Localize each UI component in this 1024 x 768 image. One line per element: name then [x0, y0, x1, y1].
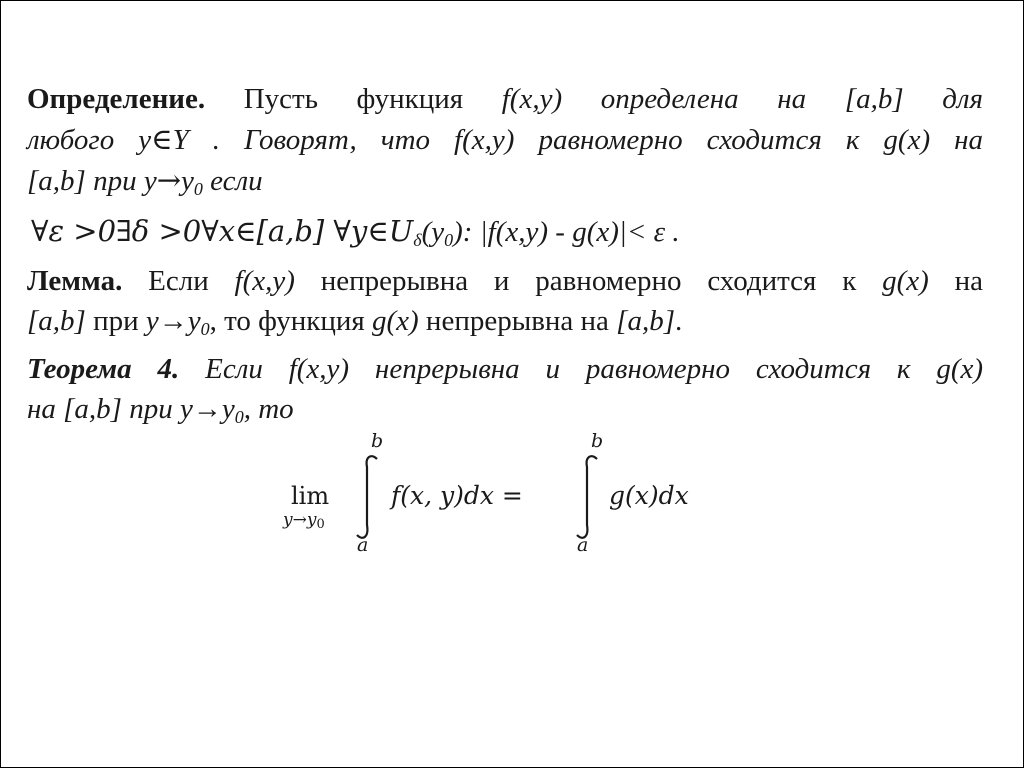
- lemma-paragraph: [27, 261, 983, 341]
- lemma-line-2: [a,b] при $y\to y_0$, то функция g(x) непрерывна на [a,b].: [27, 305, 683, 339]
- definition-line-1: [27, 79, 983, 119]
- limit-integral-formula: [279, 425, 739, 561]
- integrand-2: g(x)dx: [609, 481, 689, 510]
- theorem-line-2: на [a,b] при $y\to y_0$, то: [27, 393, 294, 427]
- definition-text-1a: Пусть функция: [243, 83, 464, 115]
- definition-text-1b: f(x,y) определена на [a,b] для: [501, 83, 984, 115]
- lim-subscript: y→y0: [283, 510, 325, 532]
- arrow-symbol: →: [156, 163, 182, 197]
- lemma-line-1: Лемма. Если f(x,y) непрерывна и равномерно сходится к g(x) на: [27, 265, 983, 297]
- integral-2-lower: a: [577, 534, 589, 556]
- integral-1-lower: a: [357, 534, 369, 556]
- integral-sign-2: [577, 456, 597, 538]
- definition-text-2a: любого: [27, 124, 115, 156]
- definition-paragraph: [27, 79, 983, 201]
- definition-text-2b: y∈Y . Говорят, что f(x,y) равномерно сходится к g(x) на: [138, 122, 984, 156]
- definition-line-2: [27, 119, 983, 160]
- integral-2-upper: b: [591, 430, 604, 452]
- integral-sign-1: [357, 456, 377, 538]
- lim-label: lim: [291, 482, 330, 510]
- definition-condition: ∀ε >0∃δ >0∀x∈[a,b] $\forall y\in U_\delta(y_0)$: |f(x,y) - g(x)|< ε .: [31, 214, 680, 250]
- element-of-symbol: ∈: [151, 122, 173, 156]
- definition-line-3: [a,b] при $y\to y_0$ если: [27, 163, 263, 199]
- integral-1-upper: b: [371, 430, 384, 452]
- integrand-1: f(x, y)dx =: [391, 481, 523, 510]
- theorem-heading: Теорема 4.: [27, 353, 180, 385]
- theorem-paragraph: [27, 349, 983, 429]
- theorem-line-1: Теорема 4. Если f(x,y) непрерывна и равномерно сходится к g(x): [27, 353, 984, 385]
- definition-heading: Определение.: [27, 83, 206, 115]
- lemma-heading: Лемма.: [27, 265, 123, 297]
